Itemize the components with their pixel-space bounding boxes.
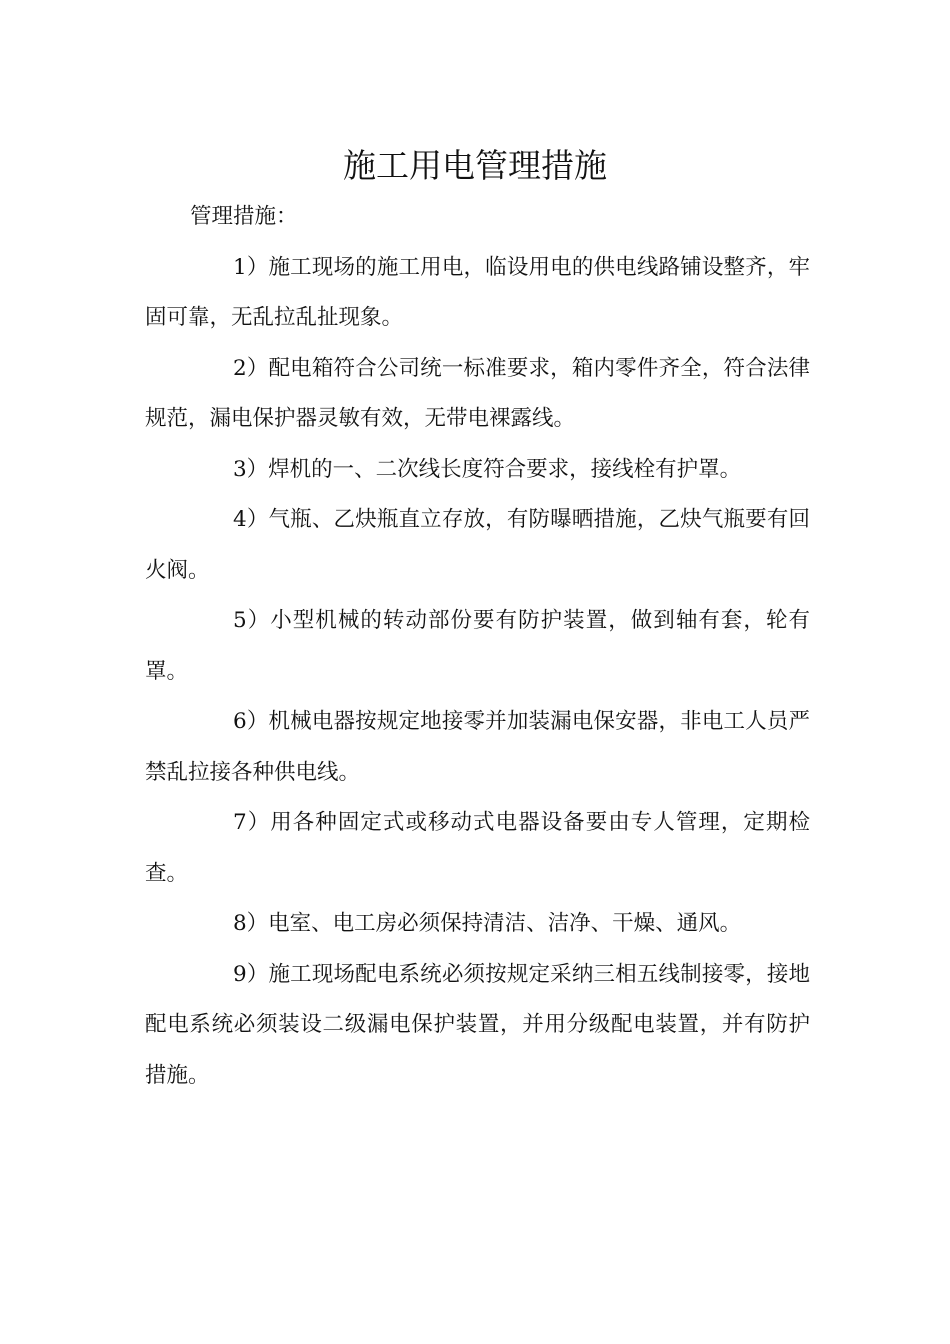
intro-heading: 管理措施：	[190, 204, 298, 229]
measure-item-8: 8）电室、电工房必须保持清洁、洁净、干燥、通风。	[233, 911, 742, 936]
measure-item-3: 3）焊机的一、二次线长度符合要求，接线栓有护罩。	[233, 456, 742, 482]
measure-item-2: 2）配电箱符合公司统一标准要求，箱内零件齐全，符合法律规范，漏电保护器灵敏有效，无带电裸露线。	[145, 355, 810, 431]
measure-item-7: 7）用各种固定式或移动式电器设备要由专人管理，定期检查。	[145, 810, 810, 886]
measure-item-1: 1）施工现场的施工用电，临设用电的供电线路铺设整齐，牢固可靠，无乱拉乱扯现象。	[145, 254, 810, 330]
measure-item-6: 6）机械电器按规定地接零并加装漏电保安器，非电工人员严禁乱拉接各种供电线。	[145, 709, 810, 785]
document-body	[145, 192, 810, 1101]
document-title: 施工用电管理措施	[343, 146, 607, 186]
measure-item-9: 9）施工现场配电系统必须按规定采纳三相五线制接零，接地配电系统必须装设二级漏电保护装置，并用分级配电装置，并有防护措施。	[145, 961, 810, 1088]
measure-item-5: 5）小型机械的转动部份要有防护装置，做到轴有套，轮有罩。	[145, 608, 810, 684]
measure-item-4: 4）气瓶、乙炔瓶直立存放，有防曝晒措施，乙炔气瓶要有回火阀。	[145, 507, 810, 583]
